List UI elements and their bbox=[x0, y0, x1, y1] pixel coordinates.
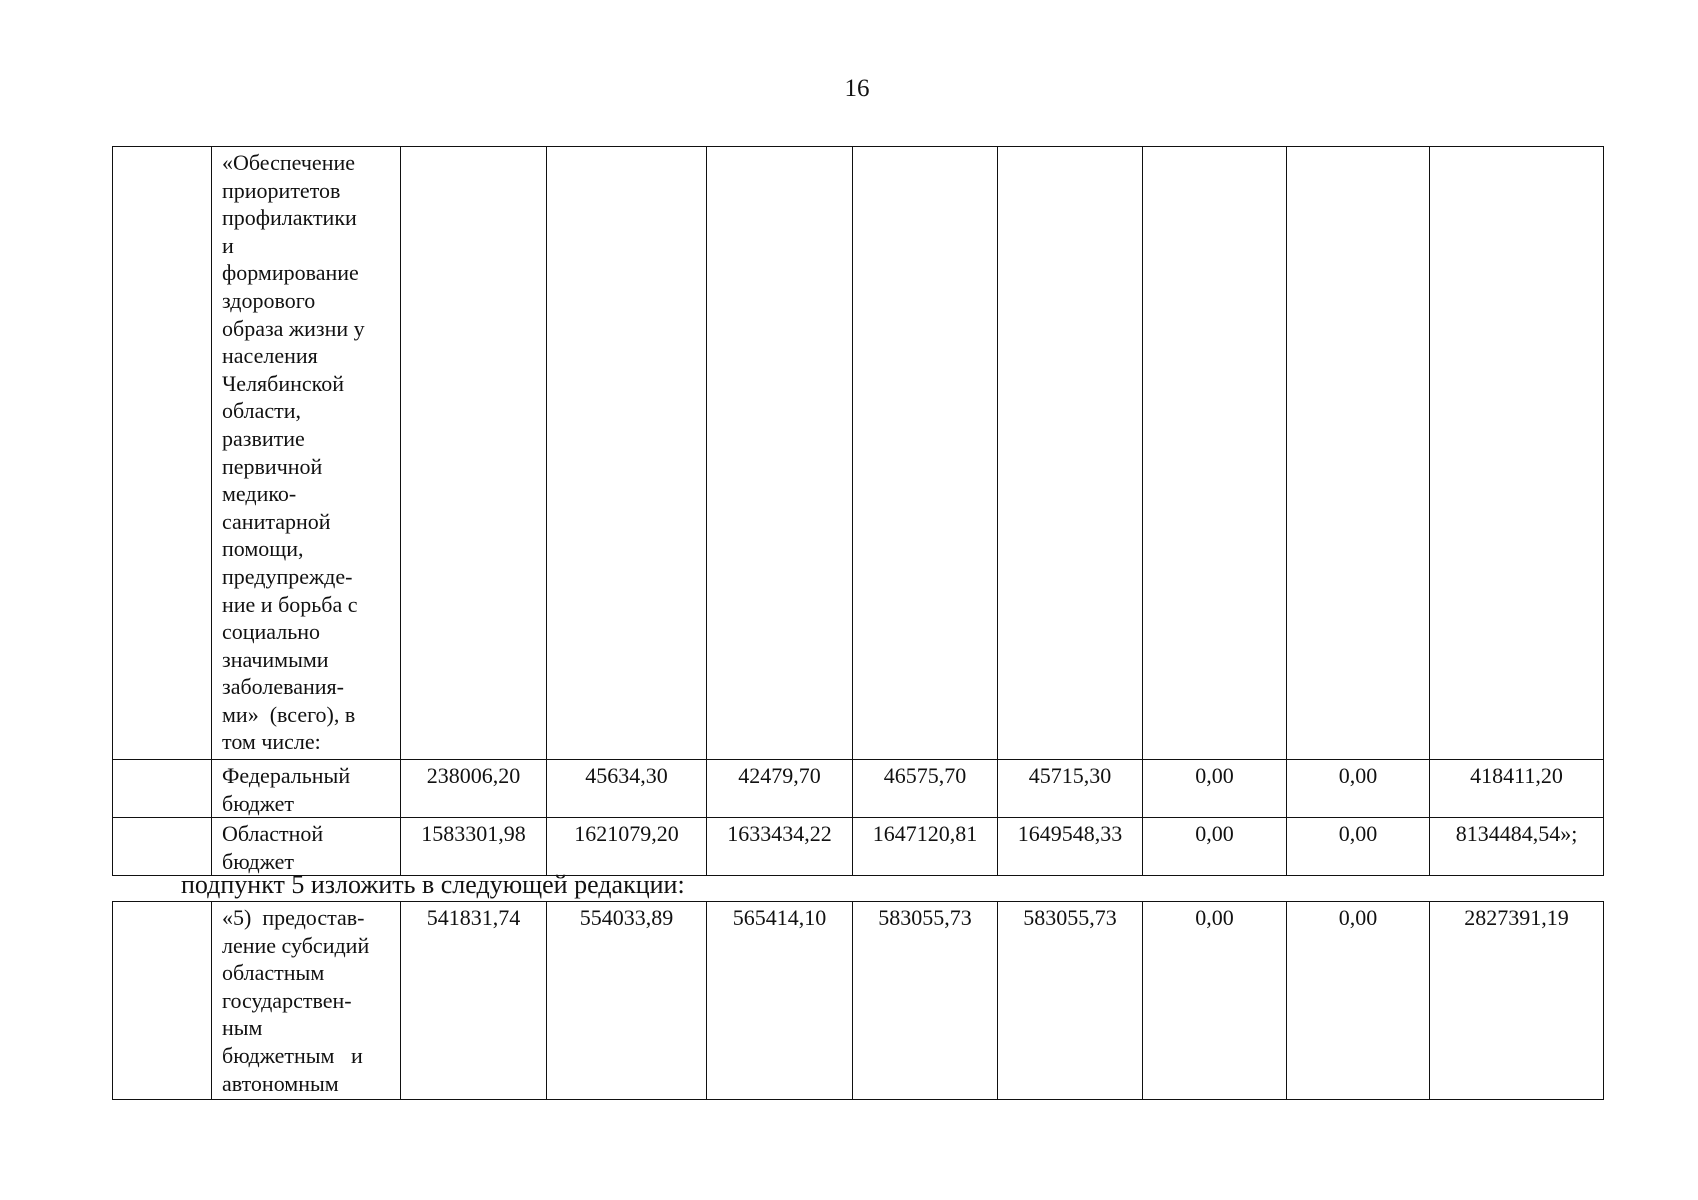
index-cell bbox=[113, 147, 212, 760]
total-value-cell: 2827391,19 bbox=[1430, 902, 1604, 1100]
program-label-line: помощи, bbox=[222, 536, 304, 562]
program-label-line: ми» (всего), в bbox=[222, 701, 356, 727]
value-cell: 1633434,22 bbox=[707, 818, 853, 876]
value-cell: 42479,70 bbox=[707, 760, 853, 818]
program-label-line: медико- bbox=[222, 481, 297, 507]
subsidy-row bbox=[113, 902, 1604, 1100]
value-cell: 554033,89 bbox=[547, 902, 707, 1100]
row-label-line: ным bbox=[222, 1015, 263, 1041]
value-cell: 0,00 bbox=[1287, 818, 1430, 876]
value-cell: 1647120,81 bbox=[853, 818, 998, 876]
program-label-line: ние и борьба с bbox=[222, 591, 358, 617]
value-cell: 1649548,33 bbox=[998, 818, 1143, 876]
empty-value-cell bbox=[707, 147, 853, 760]
program-label-line: заболевания- bbox=[222, 674, 344, 700]
program-label-line: первичной bbox=[222, 453, 323, 479]
program-header-row bbox=[113, 147, 1604, 760]
empty-value-cell bbox=[547, 147, 707, 760]
value-cell: 0,00 bbox=[1287, 760, 1430, 818]
index-cell bbox=[113, 902, 212, 1100]
value-cell: 565414,10 bbox=[707, 902, 853, 1100]
row-label-line: государствен- bbox=[222, 987, 352, 1013]
value-cell: 1583301,98 bbox=[401, 818, 547, 876]
page-number: 16 bbox=[844, 75, 870, 102]
program-label-line: развитие bbox=[222, 425, 305, 451]
program-label-line: том числе: bbox=[222, 729, 321, 755]
value-cell: 0,00 bbox=[1143, 760, 1287, 818]
program-label-line: предупрежде- bbox=[222, 563, 353, 589]
program-label-line: образа жизни у bbox=[222, 315, 365, 341]
row-label-line: Областной bbox=[222, 821, 324, 847]
program-label-line: области, bbox=[222, 398, 302, 424]
empty-value-cell bbox=[853, 147, 998, 760]
row-label-line: бюджетным и bbox=[222, 1042, 363, 1068]
value-cell: 238006,20 bbox=[401, 760, 547, 818]
value-cell: 583055,73 bbox=[853, 902, 998, 1100]
value-cell: 0,00 bbox=[1143, 818, 1287, 876]
total-value-cell: 8134484,54»; bbox=[1430, 818, 1604, 876]
empty-value-cell bbox=[998, 147, 1143, 760]
value-cell: 0,00 bbox=[1143, 902, 1287, 1100]
empty-value-cell bbox=[1143, 147, 1287, 760]
program-label-line: «Обеспечение bbox=[222, 150, 355, 175]
row-label-line: областным bbox=[222, 960, 325, 986]
program-label-line: приоритетов bbox=[222, 177, 341, 203]
value-cell: 1621079,20 bbox=[547, 818, 707, 876]
program-label-line: профилактики bbox=[222, 205, 357, 231]
program-name-cell bbox=[212, 147, 401, 760]
empty-value-cell bbox=[401, 147, 547, 760]
index-cell bbox=[113, 760, 212, 818]
empty-value-cell bbox=[1287, 147, 1430, 760]
total-value-cell: 418411,20 bbox=[1430, 760, 1604, 818]
value-cell: 0,00 bbox=[1287, 902, 1430, 1100]
budget-table-bottom bbox=[112, 901, 1604, 1100]
row-label-cell bbox=[212, 818, 401, 876]
value-cell: 45715,30 bbox=[998, 760, 1143, 818]
value-cell: 45634,30 bbox=[547, 760, 707, 818]
value-cell: 46575,70 bbox=[853, 760, 998, 818]
row-label-line: бюджет bbox=[222, 848, 294, 874]
row-label-line: Федеральный bbox=[222, 763, 351, 788]
empty-value-cell bbox=[1430, 147, 1604, 760]
program-label-line: социально bbox=[222, 619, 321, 645]
value-cell: 541831,74 bbox=[401, 902, 547, 1100]
row-label-cell bbox=[212, 760, 401, 818]
row-label-line: бюджет bbox=[222, 790, 294, 816]
federal-budget-row bbox=[113, 760, 1604, 818]
row-label-line: автономным bbox=[222, 1070, 339, 1096]
program-label-line: формирование bbox=[222, 260, 359, 286]
row-label-line: «5) предостав- bbox=[222, 905, 365, 930]
program-label-line: значимыми bbox=[222, 646, 329, 672]
program-label-line: Челябинской bbox=[222, 370, 345, 396]
program-label-line: и bbox=[222, 232, 234, 258]
program-label-line: населения bbox=[222, 343, 318, 369]
index-cell bbox=[113, 818, 212, 876]
row-label-line: ление субсидий bbox=[222, 932, 370, 958]
row-label-cell bbox=[212, 902, 401, 1100]
regional-budget-row bbox=[113, 818, 1604, 876]
instruction-text: подпункт 5 изложить в следующей редакции: bbox=[181, 870, 685, 899]
value-cell: 583055,73 bbox=[998, 902, 1143, 1100]
budget-table-top bbox=[112, 146, 1604, 876]
program-label-line: здорового bbox=[222, 287, 316, 313]
program-label-line: санитарной bbox=[222, 508, 331, 534]
